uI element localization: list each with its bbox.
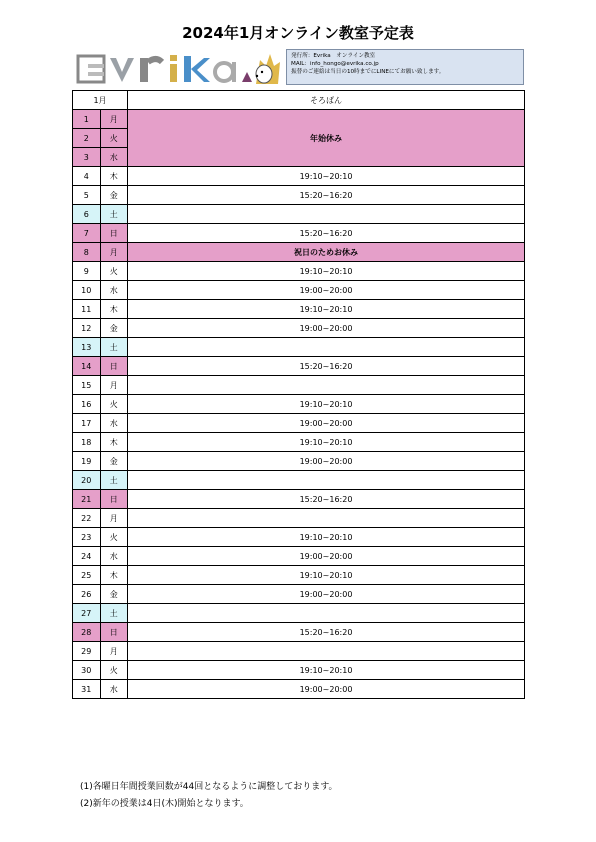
day-number: 27: [73, 604, 101, 623]
table-row: [73, 357, 525, 376]
table-row: [73, 604, 525, 623]
table-row: [73, 547, 525, 566]
day-number: 29: [73, 642, 101, 661]
day-number: 7: [73, 224, 101, 243]
day-number: 6: [73, 205, 101, 224]
contact-info-box: [286, 49, 524, 85]
day-number: 11: [73, 300, 101, 319]
lesson-time: 19:10~20:10: [128, 167, 525, 186]
table-row: [73, 528, 525, 547]
table-row: [73, 585, 525, 604]
weekday: 土: [100, 471, 128, 490]
weekday: 木: [100, 433, 128, 452]
weekday: 火: [100, 129, 128, 148]
page-title: 2024年1月オンライン教室予定表: [182, 24, 414, 42]
hedgehog-icon: [256, 54, 280, 84]
lesson-time: 19:10~20:10: [128, 566, 525, 585]
weekday: 月: [100, 243, 128, 262]
table-row: [73, 452, 525, 471]
lesson-time: [128, 509, 525, 528]
weekday: 月: [100, 509, 128, 528]
table-row: [73, 186, 525, 205]
weekday: 金: [100, 452, 128, 471]
lesson-time: 19:10~20:10: [128, 395, 525, 414]
lesson-time: 19:00~20:00: [128, 680, 525, 699]
day-number: 9: [73, 262, 101, 281]
lesson-time: [128, 471, 525, 490]
table-row: [73, 262, 525, 281]
weekday: 金: [100, 585, 128, 604]
table-row: [73, 414, 525, 433]
weekday: 日: [100, 224, 128, 243]
weekday: 月: [100, 642, 128, 661]
table-row: [73, 376, 525, 395]
weekday: 土: [100, 338, 128, 357]
day-number: 14: [73, 357, 101, 376]
day-number: 5: [73, 186, 101, 205]
lesson-time: 19:10~20:10: [128, 528, 525, 547]
subject-header: そろばん: [128, 91, 525, 110]
weekday: 木: [100, 566, 128, 585]
table-row: [73, 338, 525, 357]
table-row: [73, 243, 525, 262]
day-number: 19: [73, 452, 101, 471]
day-number: 21: [73, 490, 101, 509]
lesson-time: 19:00~20:00: [128, 585, 525, 604]
day-number: 30: [73, 661, 101, 680]
day-number: 2: [73, 129, 101, 148]
table-row: [73, 433, 525, 452]
publisher-line: 発行所：Evrika オンライン教室: [291, 53, 376, 59]
day-number: 18: [73, 433, 101, 452]
day-number: 8: [73, 243, 101, 262]
table-row: [73, 300, 525, 319]
table-row: [73, 224, 525, 243]
day-number: 3: [73, 148, 101, 167]
table-row: [73, 566, 525, 585]
lesson-time: 19:00~20:00: [128, 452, 525, 471]
lesson-time: 19:00~20:00: [128, 281, 525, 300]
day-number: 20: [73, 471, 101, 490]
lesson-time: 19:10~20:10: [128, 433, 525, 452]
month-header: 1月: [73, 91, 128, 110]
day-number: 28: [73, 623, 101, 642]
lesson-time: 19:00~20:00: [128, 547, 525, 566]
day-number: 15: [73, 376, 101, 395]
weekday: 日: [100, 357, 128, 376]
lesson-time: [128, 338, 525, 357]
table-row: [73, 623, 525, 642]
evrika-logo-letters: [78, 55, 252, 82]
table-row: [73, 319, 525, 338]
table-row: [73, 509, 525, 528]
mail-line: MAIL：info_hongo@evrika.co.jp: [291, 61, 379, 68]
table-row: [73, 471, 525, 490]
table-row: [73, 110, 525, 129]
note-2: (2)新年の授業は4日(木)開始となります。: [80, 799, 249, 809]
lesson-time: 19:00~20:00: [128, 319, 525, 338]
lesson-time: 15:20~16:20: [128, 357, 525, 376]
day-number: 4: [73, 167, 101, 186]
weekday: 月: [100, 110, 128, 129]
weekday: 日: [100, 490, 128, 509]
weekday: 月: [100, 376, 128, 395]
table-row: [73, 167, 525, 186]
day-number: 10: [73, 281, 101, 300]
table-row: [73, 661, 525, 680]
day-number: 1: [73, 110, 101, 129]
note-1: (1)各曜日年間授業回数が44回となるように調整しております。: [80, 782, 338, 792]
weekday: 金: [100, 186, 128, 205]
day-number: 26: [73, 585, 101, 604]
day-number: 31: [73, 680, 101, 699]
lesson-time: [128, 604, 525, 623]
day-number: 24: [73, 547, 101, 566]
table-row: [73, 281, 525, 300]
table-row: [73, 205, 525, 224]
weekday: 水: [100, 414, 128, 433]
lesson-time: 15:20~16:20: [128, 623, 525, 642]
weekday: 水: [100, 547, 128, 566]
lesson-time: 15:20~16:20: [128, 490, 525, 509]
evrika-logo: [76, 52, 284, 86]
weekday: 日: [100, 623, 128, 642]
notes: [80, 779, 337, 813]
lesson-time: 19:00~20:00: [128, 414, 525, 433]
table-header-row: [73, 91, 525, 110]
weekday: 火: [100, 395, 128, 414]
day-number: 16: [73, 395, 101, 414]
weekday: 水: [100, 281, 128, 300]
day-number: 23: [73, 528, 101, 547]
new-year-closed-cell: 年始休み: [128, 110, 525, 167]
weekday: 土: [100, 205, 128, 224]
lesson-time: [128, 205, 525, 224]
weekday: 水: [100, 148, 128, 167]
schedule-table: [72, 90, 525, 699]
weekday: 水: [100, 680, 128, 699]
table-row: [73, 680, 525, 699]
weekday: 金: [100, 319, 128, 338]
weekday: 木: [100, 167, 128, 186]
transfer-note-line: 振替のご連絡は当日の10時までにLINEにてお願い致します。: [291, 69, 445, 76]
lesson-time: 15:20~16:20: [128, 186, 525, 205]
lesson-time: [128, 642, 525, 661]
lesson-time: 15:20~16:20: [128, 224, 525, 243]
lesson-time: 19:10~20:10: [128, 661, 525, 680]
weekday: 火: [100, 262, 128, 281]
day-number: 17: [73, 414, 101, 433]
holiday-closed-cell: 祝日のためお休み: [128, 243, 525, 262]
lesson-time: 19:10~20:10: [128, 300, 525, 319]
weekday: 土: [100, 604, 128, 623]
lesson-time: 19:10~20:10: [128, 262, 525, 281]
table-row: [73, 642, 525, 661]
weekday: 木: [100, 300, 128, 319]
table-row: [73, 395, 525, 414]
day-number: 12: [73, 319, 101, 338]
day-number: 13: [73, 338, 101, 357]
table-row: [73, 490, 525, 509]
day-number: 25: [73, 566, 101, 585]
day-number: 22: [73, 509, 101, 528]
weekday: 火: [100, 528, 128, 547]
weekday: 火: [100, 661, 128, 680]
lesson-time: [128, 376, 525, 395]
